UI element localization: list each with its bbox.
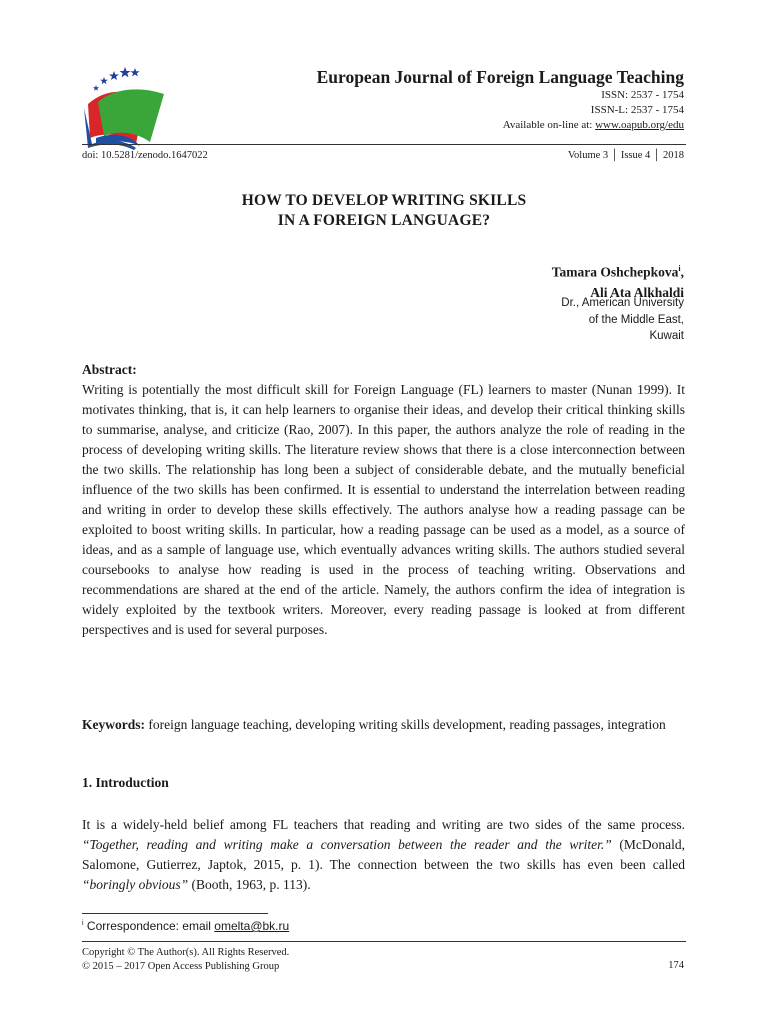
copyright-line-1: Copyright © The Author(s). All Rights Reserved.: [82, 947, 290, 958]
star-icon: [100, 77, 108, 84]
footnote-mark: i: [82, 920, 84, 927]
author-1-footnote-mark: i: [678, 264, 681, 273]
correspondence-email-link[interactable]: omelta@bk.ru: [214, 919, 290, 933]
introduction-paragraph: [82, 815, 685, 895]
availability-line: [503, 118, 684, 133]
affiliation-line-2: of the Middle East,: [588, 313, 684, 326]
keywords: [82, 715, 685, 735]
intro-quote-2: “boringly obvious”: [82, 877, 189, 892]
section-heading-introduction: 1. Introduction: [82, 775, 169, 790]
affiliation: [561, 295, 684, 345]
author-1-name: Tamara Oshchepkova: [551, 264, 679, 280]
page-number: 174: [668, 960, 684, 971]
footer-divider: [82, 941, 686, 942]
author-2: Ali Ata Alkhaldi: [590, 284, 684, 300]
copyright-line-2: © 2015 – 2017 Open Access Publishing Group: [82, 961, 280, 972]
affiliation-line-1: Dr., American University: [561, 297, 684, 309]
journal-title: European Journal of Foreign Language Teaching: [316, 67, 684, 87]
keywords-label: Keywords:: [82, 717, 145, 732]
footnote-divider: [82, 913, 268, 914]
author-1: [552, 259, 684, 283]
intro-text-2: (McDonald, Salomone, Gutierrez, Japtok, 2015, p. 1). The connection between the two skills has even been called: [82, 837, 686, 872]
copyright: [82, 946, 289, 974]
star-icon: [109, 71, 119, 80]
meta-row: [82, 150, 684, 161]
abstract-label: Abstract:: [82, 362, 137, 377]
footnote: [82, 919, 289, 933]
issn-l: ISSN-L: 2537 - 1754: [590, 104, 684, 116]
header-divider: [82, 144, 686, 145]
issn-block: [503, 88, 684, 133]
author-1-suffix: ,: [680, 264, 684, 280]
article-title: [82, 191, 686, 231]
title-line-1: HOW TO DEVELOP WRITING SKILLS: [241, 192, 527, 209]
journal-website-link[interactable]: www.oapub.org/edu: [595, 119, 684, 131]
intro-quote-1: “Together, reading and writing make a conversation between the reader and the writer.”: [82, 837, 612, 852]
volume-issue-year: Volume 3 │ Issue 4 │ 2018: [567, 150, 684, 161]
star-icon: [130, 68, 139, 76]
title-line-2: IN A FOREIGN LANGUAGE?: [277, 212, 491, 229]
intro-text-3: (Booth, 1963, p. 113).: [188, 877, 311, 892]
footnote-text: Correspondence: email: [83, 919, 215, 933]
issn: ISSN: 2537 - 1754: [601, 89, 684, 101]
star-icon: [120, 67, 131, 77]
available-prefix: Available on-line at:: [502, 119, 596, 131]
abstract-text: Writing is potentially the most difficult skill for Foreign Language (FL) learners to master (Nunan 1999). It motivates thinking, that is, it can help learners to organise their ideas, and develop their critical thinking skills to summarise, analyse, and criticize (Rao, 2007). In this paper, the authors analyze the role of reading in the process of developing writing skills. The literature review shows that there is a close interconnection between the two skills. The relationship has long been a subject of considerable debate, and the mutually beneficial influence of the two skills has been confirmed. It is essential to understand the interrelation between reading and writing in order to develop these skills effectively. The authors analyse how a reading passage can be exploited to boost writing skills. In particular, how a reading passage can be used as a model, as a source of ideas, and as a sample of language use, which eventually advances writing skills. The authors studied several coursebooks to analyse how reading is used in the process of teaching writing. Observations and recommendations are shared at the end of the article. Namely, the authors confirm the idea of integration is widely exploited by the textbook writers. Moreover, every reading passage is looked at from different perspectives and is used for several purposes.: [82, 382, 685, 637]
journal-logo-icon: [78, 64, 174, 152]
doi: doi: 10.5281/zenodo.1647022: [82, 150, 208, 161]
star-icon: [93, 85, 99, 91]
intro-text-1: It is a widely-held belief among FL teachers that reading and writing are two sides of the same process.: [82, 817, 685, 832]
keywords-text: foreign language teaching, developing writing skills development, reading passages, integration: [145, 717, 666, 732]
affiliation-line-3: Kuwait: [649, 330, 684, 342]
